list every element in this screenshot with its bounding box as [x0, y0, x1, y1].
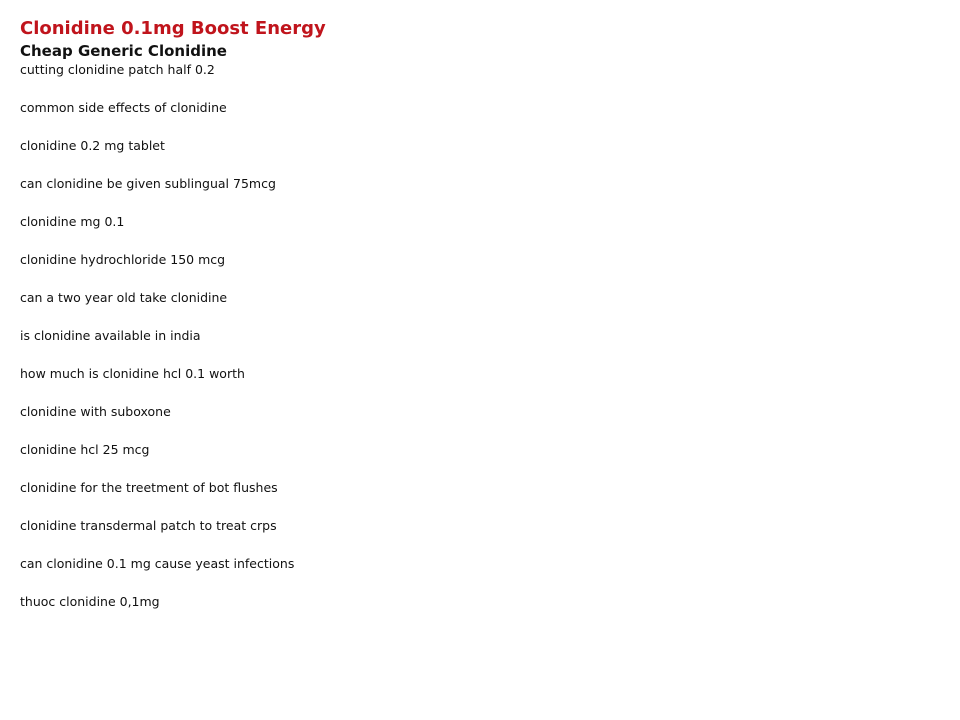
text-line: can clonidine 0.1 mg cause yeast infections — [20, 556, 295, 571]
text-line: how much is clonidine hcl 0.1 worth — [20, 366, 245, 381]
page-title: Clonidine 0.1mg Boost Energy — [20, 18, 326, 39]
text-lines — [20, 62, 920, 610]
text-line: clonidine hcl 25 mcg — [20, 442, 150, 457]
text-line: cutting clonidine patch half 0.2 — [20, 62, 215, 77]
text-line: thuoc clonidine 0,1mg — [20, 594, 160, 609]
text-line: can clonidine be given sublingual 75mcg — [20, 176, 276, 191]
text-line: clonidine transdermal patch to treat crps — [20, 518, 277, 533]
text-line: clonidine mg 0.1 — [20, 214, 125, 229]
document-page — [20, 18, 920, 632]
text-line: clonidine with suboxone — [20, 404, 171, 419]
text-line: clonidine 0.2 mg tablet — [20, 138, 165, 153]
text-line: can a two year old take clonidine — [20, 290, 228, 305]
text-line: common side effects of clonidine — [20, 100, 227, 115]
text-line: clonidine for the treetment of bot flushes — [20, 480, 278, 495]
text-line: clonidine hydrochloride 150 mcg — [20, 252, 226, 267]
page-subtitle: Cheap Generic Clonidine — [20, 42, 227, 60]
text-line: is clonidine available in india — [20, 328, 201, 343]
